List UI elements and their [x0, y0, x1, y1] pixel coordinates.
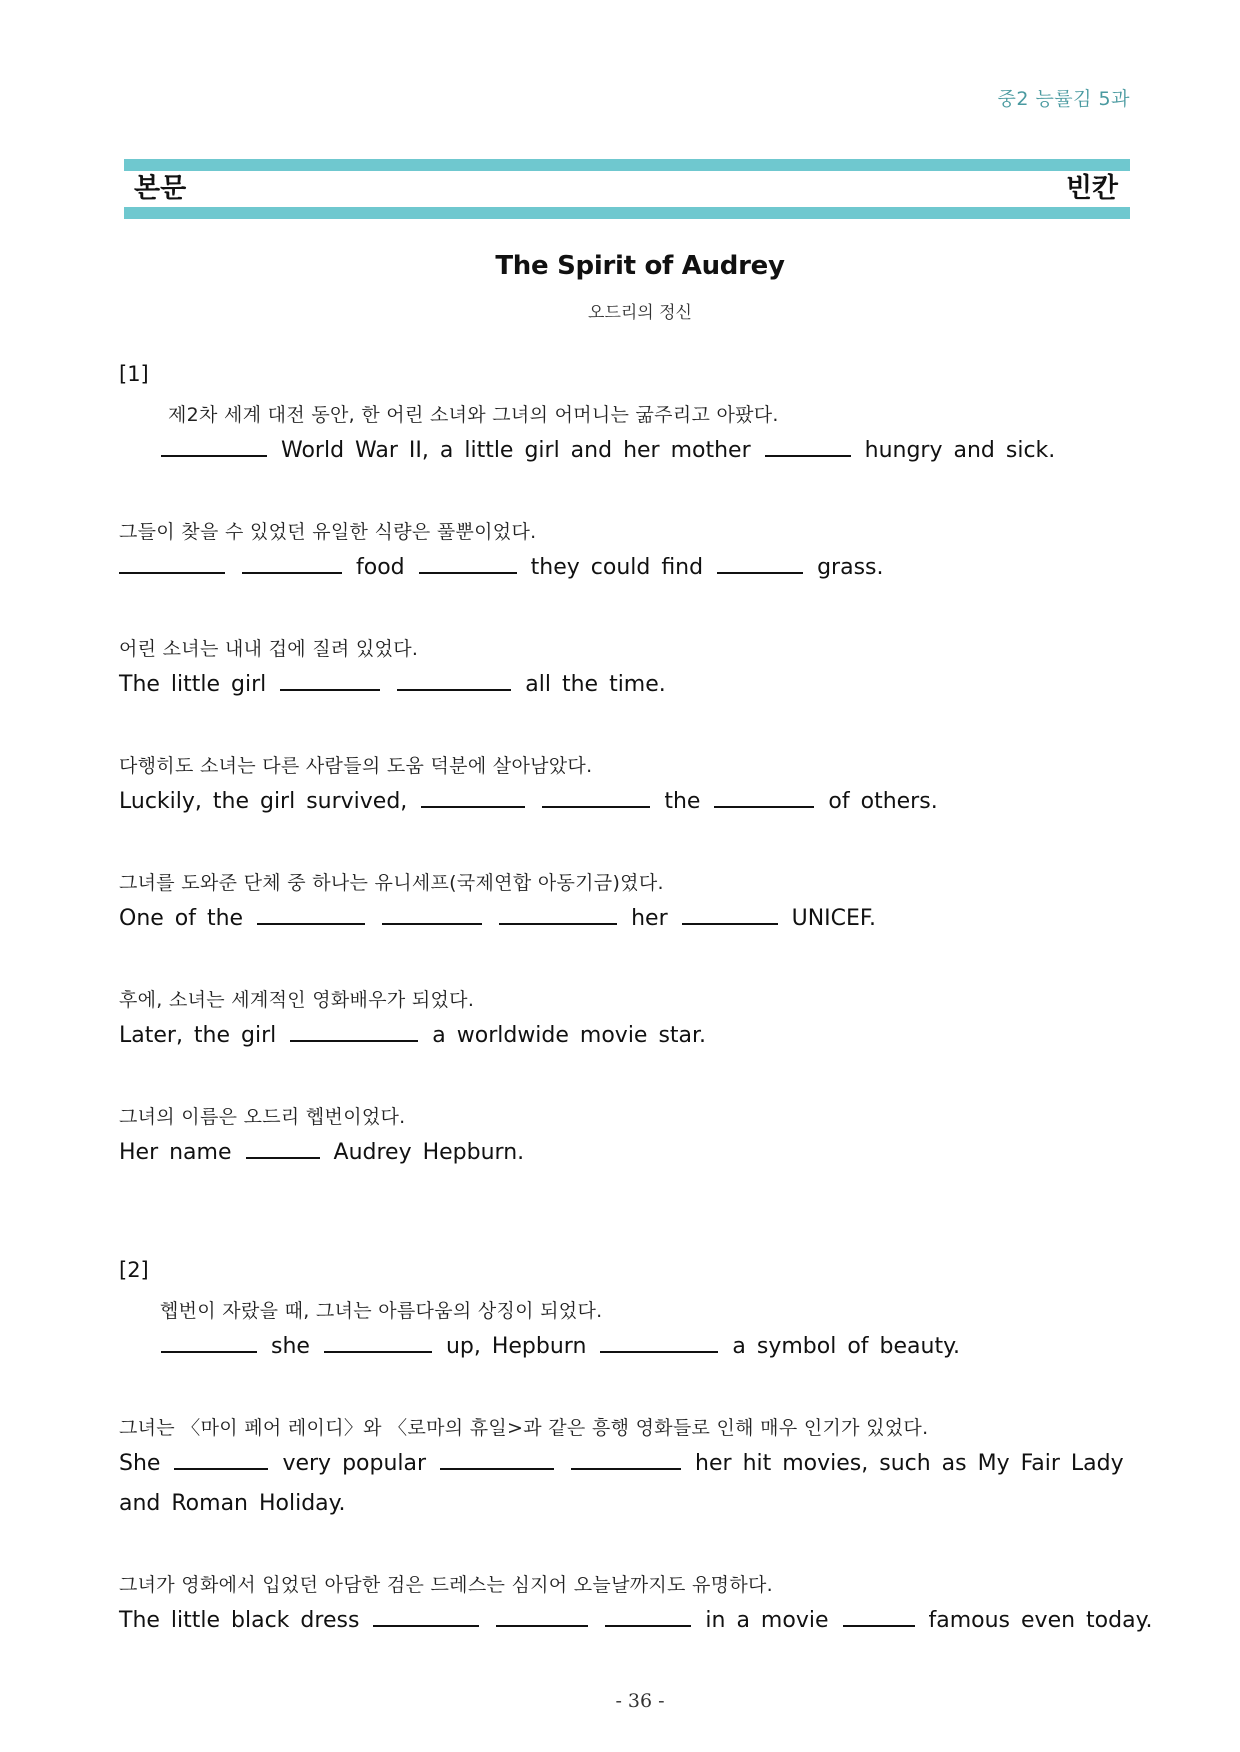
- blank[interactable]: [161, 454, 267, 457]
- blank[interactable]: [605, 1624, 691, 1627]
- sentence-2-korean: 그들이 찾을 수 있었던 유일한 식량은 풀뿐이었다.: [119, 521, 537, 543]
- blank[interactable]: [382, 922, 482, 925]
- blank[interactable]: [397, 688, 511, 691]
- sentence-6-korean: 후에, 소녀는 세계적인 영화배우가 되었다.: [119, 989, 475, 1011]
- blank[interactable]: [280, 688, 380, 691]
- blank[interactable]: [542, 805, 650, 808]
- blank[interactable]: [324, 1350, 432, 1353]
- sentence-5-korean: 그녀를 도와준 단체 중 하나는 유니세프(국제연합 아동기금)였다.: [119, 872, 664, 894]
- page-number: - 36 -: [615, 1690, 665, 1712]
- blank[interactable]: [174, 1467, 268, 1470]
- page-label: 중2 능률김 5과: [997, 88, 1130, 110]
- section-2-label: [2]: [119, 1258, 149, 1282]
- blank[interactable]: [843, 1624, 915, 1627]
- sentence-10-korean: 그녀가 영화에서 입었던 아담한 검은 드레스는 심지어 오늘날까지도 유명하다.: [119, 1574, 773, 1596]
- blank[interactable]: [373, 1624, 479, 1627]
- blank[interactable]: [496, 1624, 588, 1627]
- blank[interactable]: [257, 922, 365, 925]
- blank[interactable]: [717, 571, 803, 574]
- sentence-4-english: Luckily, the girl survived, the of others.: [119, 789, 938, 814]
- page-title: The Spirit of Audrey: [495, 251, 785, 281]
- header-band-left-label: 본문: [134, 173, 187, 204]
- sentence-8-english: she up, Hepburn a symbol of beauty.: [161, 1334, 960, 1359]
- sentence-5-english: One of the her UNICEF.: [119, 906, 877, 931]
- blank[interactable]: [714, 805, 814, 808]
- blank[interactable]: [242, 571, 342, 574]
- blank[interactable]: [290, 1039, 418, 1042]
- header-band-right-label: 빈칸: [1065, 173, 1118, 204]
- blank[interactable]: [571, 1467, 681, 1470]
- sentence-9-english: She very popular her hit movies, such as My Fair Lady: [119, 1451, 1124, 1476]
- sentence-1-korean: 제2차 세계 대전 동안, 한 어린 소녀와 그녀의 어머니는 굶주리고 아팠다.: [168, 404, 779, 426]
- blank[interactable]: [419, 571, 517, 574]
- blank[interactable]: [246, 1156, 320, 1159]
- page-subtitle: 오드리의 정신: [588, 303, 692, 323]
- sentence-3-english: The little girl all the time.: [119, 672, 666, 697]
- blank[interactable]: [765, 454, 851, 457]
- sentence-3-korean: 어린 소녀는 내내 겁에 질려 있었다.: [119, 638, 419, 660]
- sentence-10-english: The little black dress in a movie famous even today.: [119, 1608, 1153, 1633]
- blank[interactable]: [499, 922, 617, 925]
- sentence-6-english: Later, the girl a worldwide movie star.: [119, 1023, 707, 1048]
- sentence-1-english: World War II, a little girl and her mother hungry and sick.: [161, 438, 1055, 463]
- blank[interactable]: [600, 1350, 718, 1353]
- sentence-8-korean: 헵번이 자랐을 때, 그녀는 아름다움의 상징이 되었다.: [160, 1300, 603, 1322]
- sentence-4-korean: 다행히도 소녀는 다른 사람들의 도움 덕분에 살아남았다.: [119, 755, 593, 777]
- blank[interactable]: [119, 571, 225, 574]
- sentence-9-korean: 그녀는 〈마이 페어 레이디〉와 〈로마의 휴일>과 같은 흥행 영화들로 인해 매우 인기가 있었다.: [119, 1417, 929, 1439]
- sentence-9-english-continued: and Roman Holiday.: [119, 1491, 346, 1516]
- blank[interactable]: [421, 805, 525, 808]
- blank[interactable]: [440, 1467, 554, 1470]
- sentence-7-english: Her name Audrey Hepburn.: [119, 1140, 525, 1165]
- sentence-7-korean: 그녀의 이름은 오드리 헵번이었다.: [119, 1106, 406, 1128]
- header-band-bottom-rule: [124, 207, 1130, 219]
- section-1-label: [1]: [119, 362, 149, 386]
- header-band-top-rule: [124, 159, 1130, 171]
- blank[interactable]: [682, 922, 778, 925]
- sentence-2-english: food they could find grass.: [119, 555, 884, 580]
- blank[interactable]: [161, 1350, 257, 1353]
